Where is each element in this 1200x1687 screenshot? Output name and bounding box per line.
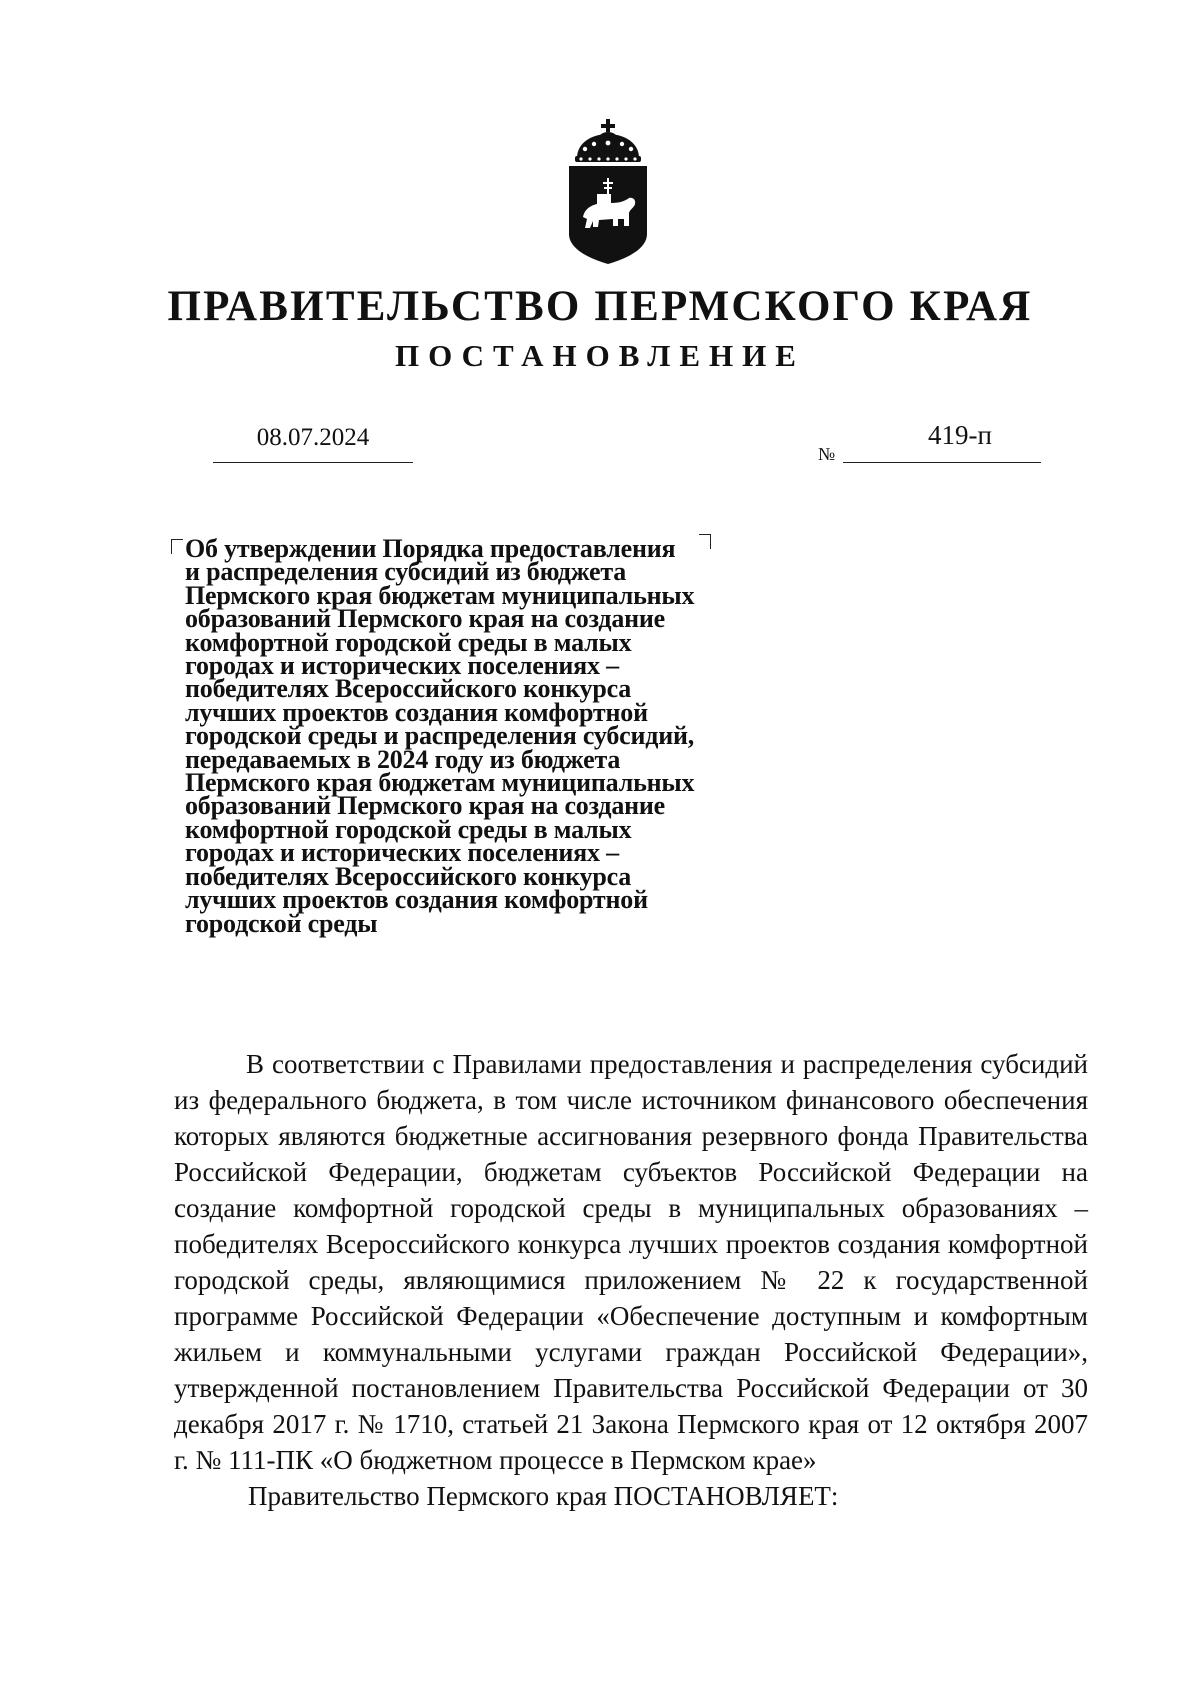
date-underline bbox=[213, 462, 413, 463]
document-date: 08.07.2024 bbox=[256, 424, 370, 451]
subject-line: лучших проектов создания комфортной bbox=[185, 885, 648, 915]
subject-line: городах и исторических поселениях – bbox=[185, 838, 619, 868]
subject-line: городской среды bbox=[185, 908, 378, 938]
document-type-title: ПОСТАНОВЛЕНИЕ bbox=[395, 338, 805, 373]
document-number: 419-п bbox=[928, 420, 992, 450]
subject-line: передаваемых в 2024 году из бюджета bbox=[185, 744, 621, 774]
subject-line: комфортной городской среды в малых bbox=[185, 627, 632, 657]
subject-line: комфортной городской среды в малых bbox=[185, 814, 632, 844]
subject-line: Пермского края бюджетам муниципальных bbox=[185, 768, 695, 798]
body-paragraph: В соответствии с Правилами предоставления и распределения субсидий из федерального бюджета, в том числе источником финансового обеспечения которых являются бюджетные ассигнования резервного фонда Правительства Российской Федерации, бюджетам субъектов Российской Федерации на создание комфортной городской среды в муниципальных образованиях – победителях Всероссийского конкурса лучших проектов создания комфортной городской среды, являющимися приложением № 22 к государственной программе Российской Федерации «Обеспечение доступным и комфортным жильем и коммунальными услугами граждан Российской Федерации», утвержденной постановлением Правительства Российской Федерации от 30 декабря 2017 г. № 1710, статьей 21 Закона Пермского края от 12 октября 2007 г. № 111-ПК «О бюджетном процессе в Пермском крае» bbox=[174, 1049, 1088, 1475]
number-underline bbox=[843, 462, 1041, 463]
subject-line: городской среды и распределения субсидий, bbox=[185, 721, 695, 751]
subject-line: лучших проектов создания комфортной bbox=[185, 697, 648, 727]
subject-line: и распределения субсидий из бюджета bbox=[185, 557, 627, 587]
subject-line: Об утверждении Порядка предоставления bbox=[185, 534, 676, 563]
subject-line: городах и исторических поселениях – bbox=[185, 651, 619, 681]
subject-line: образований Пермского края на создание bbox=[185, 604, 666, 634]
document-subject bbox=[185, 534, 765, 938]
subject-line: победителях Всероссийского конкурса bbox=[185, 674, 632, 704]
subject-line: Пермского края бюджетам муниципальных bbox=[185, 580, 695, 610]
perm-krai-coat-of-arms-icon bbox=[563, 116, 653, 266]
resolution-closing: Правительство Пермского края ПОСТАНОВЛЯЕТ: bbox=[248, 1481, 839, 1511]
organization-title: ПРАВИТЕЛЬСТВО ПЕРМСКОГО КРАЯ bbox=[167, 283, 1033, 330]
subject-line: победителях Всероссийского конкурса bbox=[185, 861, 632, 891]
subject-bracket-left bbox=[171, 539, 183, 554]
number-sign: № bbox=[818, 444, 836, 464]
subject-line: образований Пермского края на создание bbox=[185, 791, 666, 821]
document-body bbox=[174, 1046, 1088, 1514]
